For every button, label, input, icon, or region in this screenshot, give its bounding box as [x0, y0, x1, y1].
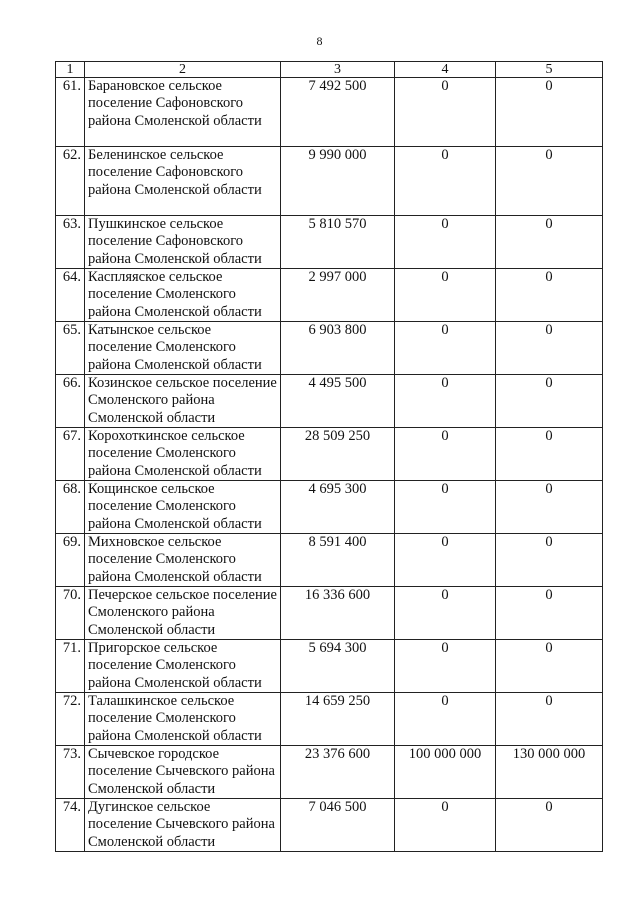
settlement-name: Беленинское сельское поселение Сафоновского района Смоленской области — [85, 147, 281, 216]
table-row — [56, 746, 603, 799]
value-col-5: 0 — [496, 375, 603, 428]
value-col-5: 0 — [496, 587, 603, 640]
header-col-1: 1 — [56, 62, 85, 78]
value-col-3: 16 336 600 — [281, 587, 395, 640]
value-col-5: 0 — [496, 269, 603, 322]
value-col-4: 0 — [395, 375, 496, 428]
value-col-4: 0 — [395, 216, 496, 269]
table-row — [56, 534, 603, 587]
settlement-name: Барановское сельское поселение Сафоновского района Смоленской области — [85, 78, 281, 147]
settlement-name: Катынское сельское поселение Смоленского района Смоленской области — [85, 322, 281, 375]
row-number: 61. — [56, 78, 85, 147]
value-col-3: 9 990 000 — [281, 147, 395, 216]
value-col-4: 0 — [395, 428, 496, 481]
row-number: 70. — [56, 587, 85, 640]
value-col-5: 0 — [496, 799, 603, 852]
value-col-5: 0 — [496, 693, 603, 746]
row-number: 72. — [56, 693, 85, 746]
value-col-4: 0 — [395, 322, 496, 375]
table-header-row — [56, 62, 603, 78]
value-col-4: 0 — [395, 147, 496, 216]
value-col-4: 0 — [395, 481, 496, 534]
settlement-name: Корохоткинское сельское поселение Смоленского района Смоленской области — [85, 428, 281, 481]
table-row — [56, 78, 603, 147]
row-number: 64. — [56, 269, 85, 322]
value-col-3: 23 376 600 — [281, 746, 395, 799]
value-col-4: 0 — [395, 799, 496, 852]
value-col-5: 0 — [496, 428, 603, 481]
value-col-4: 0 — [395, 534, 496, 587]
table-row — [56, 640, 603, 693]
table-row — [56, 147, 603, 216]
value-col-4: 0 — [395, 587, 496, 640]
value-col-5: 130 000 000 — [496, 746, 603, 799]
row-number: 71. — [56, 640, 85, 693]
value-col-3: 7 492 500 — [281, 78, 395, 147]
page-number: 8 — [316, 34, 323, 48]
header-col-3: 3 — [281, 62, 395, 78]
row-number: 67. — [56, 428, 85, 481]
table-row — [56, 428, 603, 481]
row-number: 63. — [56, 216, 85, 269]
value-col-4: 0 — [395, 78, 496, 147]
settlement-name: Талашкинское сельское поселение Смоленского района Смоленской области — [85, 693, 281, 746]
value-col-5: 0 — [496, 640, 603, 693]
row-number: 66. — [56, 375, 85, 428]
row-number: 62. — [56, 147, 85, 216]
settlement-name: Пригорское сельское поселение Смоленского района Смоленской области — [85, 640, 281, 693]
value-col-3: 14 659 250 — [281, 693, 395, 746]
table-row — [56, 799, 603, 852]
value-col-5: 0 — [496, 481, 603, 534]
value-col-3: 4 695 300 — [281, 481, 395, 534]
table-row — [56, 375, 603, 428]
settlement-name: Михновское сельское поселение Смоленского района Смоленской области — [85, 534, 281, 587]
value-col-3: 2 997 000 — [281, 269, 395, 322]
table-row — [56, 693, 603, 746]
settlement-name: Дугинское сельское поселение Сычевского района Смоленской области — [85, 799, 281, 852]
allocation-table — [55, 61, 603, 852]
value-col-4: 0 — [395, 693, 496, 746]
table-row — [56, 216, 603, 269]
value-col-5: 0 — [496, 322, 603, 375]
settlement-name: Каспляяское сельское поселение Смоленского района Смоленской области — [85, 269, 281, 322]
value-col-5: 0 — [496, 216, 603, 269]
value-col-4: 0 — [395, 269, 496, 322]
value-col-4: 0 — [395, 640, 496, 693]
settlement-name: Пушкинское сельское поселение Сафоновского района Смоленской области — [85, 216, 281, 269]
value-col-3: 6 903 800 — [281, 322, 395, 375]
table-row — [56, 269, 603, 322]
table-row — [56, 587, 603, 640]
value-col-5: 0 — [496, 147, 603, 216]
value-col-3: 4 495 500 — [281, 375, 395, 428]
value-col-3: 28 509 250 — [281, 428, 395, 481]
header-col-2: 2 — [85, 62, 281, 78]
header-col-4: 4 — [395, 62, 496, 78]
value-col-3: 7 046 500 — [281, 799, 395, 852]
row-number: 65. — [56, 322, 85, 375]
value-col-3: 5 810 570 — [281, 216, 395, 269]
settlement-name: Сычевское городское поселение Сычевского района Смоленской области — [85, 746, 281, 799]
settlement-name: Печерское сельское поселение Смоленского района Смоленской области — [85, 587, 281, 640]
value-col-3: 8 591 400 — [281, 534, 395, 587]
row-number: 68. — [56, 481, 85, 534]
settlement-name: Козинское сельское поселение Смоленского района Смоленской области — [85, 375, 281, 428]
table-row — [56, 481, 603, 534]
row-number: 74. — [56, 799, 85, 852]
row-number: 69. — [56, 534, 85, 587]
value-col-5: 0 — [496, 534, 603, 587]
settlement-name: Кощинское сельское поселение Смоленского района Смоленской области — [85, 481, 281, 534]
row-number: 73. — [56, 746, 85, 799]
value-col-5: 0 — [496, 78, 603, 147]
header-col-5: 5 — [496, 62, 603, 78]
value-col-3: 5 694 300 — [281, 640, 395, 693]
table-row — [56, 322, 603, 375]
value-col-4: 100 000 000 — [395, 746, 496, 799]
